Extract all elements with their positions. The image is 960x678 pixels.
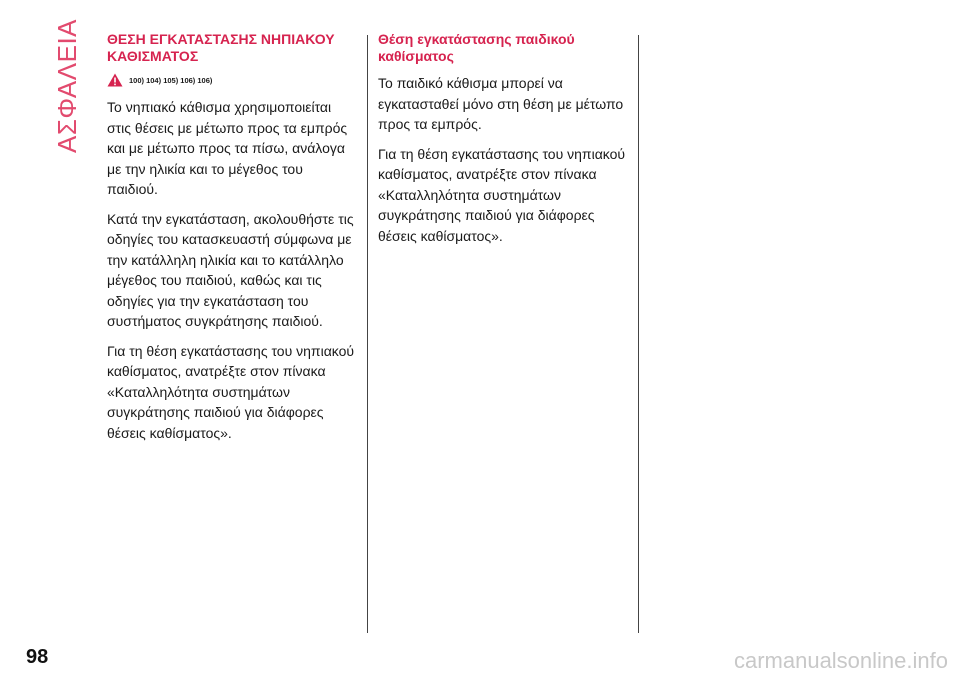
right-paragraph-2: Για τη θέση εγκατάστασης του νηπιακού καθίσματος, ανατρέξτε στον πίνακα «Καταλληλότητα συστημάτων συγκράτησης παιδιού για διάφορες θέσεις καθίσματος». bbox=[378, 145, 626, 244]
right-column bbox=[378, 31, 626, 255]
right-paragraph-1: Το παιδικό κάθισμα μπορεί να εγκατασταθεί μόνο στη θέση με μέτωπο προς τα εμπρός. bbox=[378, 75, 624, 132]
column-divider-1 bbox=[367, 35, 368, 633]
left-paragraph-3: Για τη θέση εγκατάστασης του νηπιακού καθίσματος, ανατρέξτε στον πίνακα «Καταλληλότητα συστημάτων συγκράτησης παιδιού για διάφορες θέσεις καθίσματος». bbox=[107, 342, 355, 441]
left-paragraph-2: Κατά την εγκατάσταση, ακολουθήστε τις οδηγίες του κατασκευαστή σύμφωνα με την κατάλληλη ηλικία και το κατάλληλο μέγεθος του παιδιού, καθώς και τις οδηγίες για την εγκατάσταση του συστήματος συγκράτησης παιδιού. bbox=[107, 210, 354, 329]
column-divider-2 bbox=[638, 35, 639, 633]
left-paragraph-1: Το νηπιακό κάθισμα χρησιμοποιείται στις θέσεις με μέτωπο προς τα εμπρός και με μέτωπο προς τα πίσω, ανάλογα με την ηλικία και το μέγεθος του παιδιού. bbox=[107, 99, 348, 197]
warning-refs-text: 100) 104) 105) 106) 106) bbox=[129, 75, 213, 85]
watermark-text: carmanualsonline.info bbox=[733, 648, 948, 673]
page-number: 98 bbox=[26, 646, 49, 668]
right-heading: Θέση εγκατάστασης παιδικού καθίσματος bbox=[378, 31, 575, 64]
warning-triangle-icon bbox=[107, 73, 123, 87]
left-column bbox=[107, 31, 355, 452]
left-heading: ΘΕΣΗ ΕΓΚΑΤΑΣΤΑΣΗΣ ΝΗΠΙΑΚΟΥ ΚΑΘΙΣΜΑΤΟΣ bbox=[107, 31, 335, 64]
section-side-label: ΑΣΦΑΛΕΙΑ bbox=[52, 18, 82, 153]
warning-references bbox=[107, 73, 355, 87]
